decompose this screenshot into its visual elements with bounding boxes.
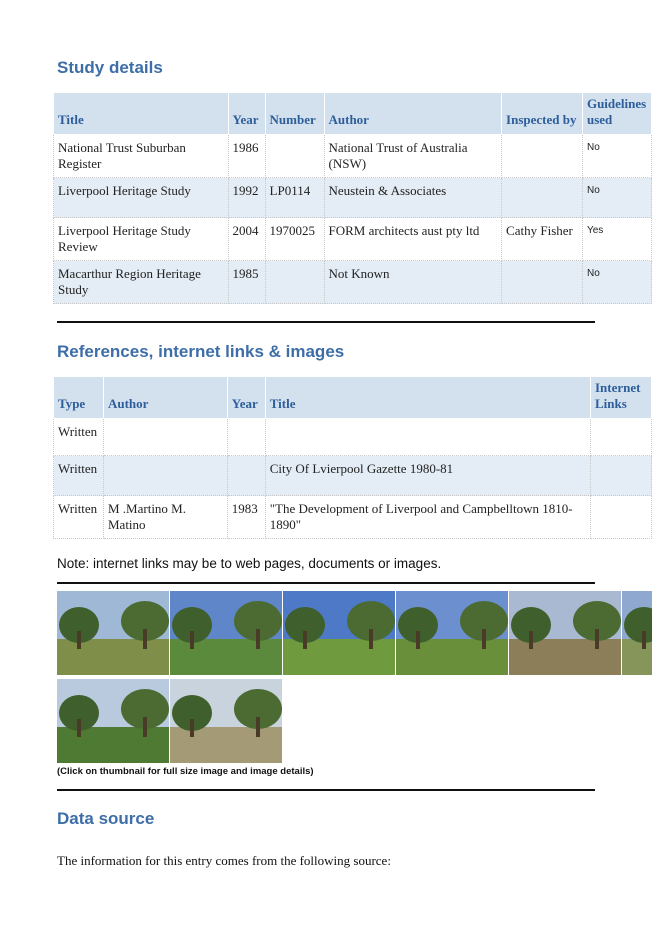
cell-title [265, 419, 590, 456]
column-header-year: Year [228, 93, 265, 135]
column-header-title: Title [265, 377, 590, 419]
tree-trunk [77, 719, 81, 737]
cell-number: 1970025 [265, 218, 324, 261]
tree-trunk [256, 629, 260, 649]
data-source-heading: Data source [57, 809, 155, 828]
column-header-type: Type [54, 377, 104, 419]
cell-guidelines: No [582, 178, 651, 218]
ground [396, 639, 508, 675]
cell-title: Liverpool Heritage Study Review [54, 218, 229, 261]
thumbnail-building-playground[interactable] [170, 591, 282, 675]
cell-internet-links [591, 419, 652, 456]
cell-year [227, 419, 265, 456]
column-header-inspected-by: Inspected by [502, 93, 583, 135]
tree-trunk [642, 631, 646, 649]
cell-year: 2004 [228, 218, 265, 261]
thumbnail-street-car-picture [57, 591, 169, 675]
tree-trunk [256, 717, 260, 737]
cell-year: 1985 [228, 261, 265, 304]
thumbnail-bush-path[interactable] [170, 679, 282, 763]
section-divider [57, 582, 595, 584]
ground [57, 639, 169, 675]
tree-trunk [303, 631, 307, 649]
column-header-year: Year [227, 377, 265, 419]
column-header-title: Title [54, 93, 229, 135]
tree-trunk [416, 631, 420, 649]
cell-number [265, 135, 324, 178]
cell-inspected-by: Cathy Fisher [502, 218, 583, 261]
table-header-row [54, 93, 652, 135]
study-details-table [53, 92, 652, 304]
cell-author: Neustein & Associates [324, 178, 502, 218]
tree-trunk [143, 717, 147, 737]
table-row [54, 261, 652, 304]
ground [170, 727, 282, 763]
thumbnail-park-shade-picture [57, 679, 169, 763]
table-row [54, 456, 652, 496]
cell-inspected-by [502, 135, 583, 178]
thumbnail-park-edge-picture [622, 591, 652, 675]
cell-type: Written [54, 419, 104, 456]
thumbnail-park-trees-picture [396, 591, 508, 675]
tree-trunk [77, 631, 81, 649]
references-heading: References, internet links & images [57, 342, 345, 361]
thumbnail-park-sign[interactable] [509, 591, 621, 675]
table-header-row [54, 377, 652, 419]
cell-title: Liverpool Heritage Study [54, 178, 229, 218]
cell-number: LP0114 [265, 178, 324, 218]
cell-internet-links [591, 496, 652, 539]
thumbnail-park-sign-picture [509, 591, 621, 675]
thumbnail-street-car[interactable] [57, 591, 169, 675]
cell-title: National Trust Suburban Register [54, 135, 229, 178]
table-row [54, 496, 652, 539]
tree-trunk [369, 629, 373, 649]
section-divider [57, 789, 595, 791]
cell-title: "The Development of Liverpool and Campbelltown 1810-1890" [265, 496, 590, 539]
cell-author: M .Martino M. Matino [103, 496, 227, 539]
column-header-guidelines: Guidelines used [582, 93, 651, 135]
cell-year: 1986 [228, 135, 265, 178]
cell-author [103, 456, 227, 496]
tree-trunk [595, 629, 599, 649]
cell-author: National Trust of Australia (NSW) [324, 135, 502, 178]
data-source-text: The information for this entry comes from the following source: [57, 853, 391, 868]
column-header-author: Author [103, 377, 227, 419]
column-header-internet-links: Internet Links [591, 377, 652, 419]
tree-trunk [190, 631, 194, 649]
thumbnail-park-trees[interactable] [396, 591, 508, 675]
cell-year: 1983 [227, 496, 265, 539]
cell-number [265, 261, 324, 304]
cell-year: 1992 [228, 178, 265, 218]
cell-internet-links [591, 456, 652, 496]
tree-trunk [143, 629, 147, 649]
table-row [54, 135, 652, 178]
column-header-number: Number [265, 93, 324, 135]
cell-type: Written [54, 456, 104, 496]
cell-guidelines: Yes [582, 218, 651, 261]
thumbnail-park-wide[interactable] [283, 591, 395, 675]
cell-guidelines: No [582, 261, 651, 304]
table-row [54, 218, 652, 261]
table-row [54, 419, 652, 456]
cell-inspected-by [502, 178, 583, 218]
study-details-heading: Study details [57, 58, 163, 77]
ground [283, 639, 395, 675]
references-table [53, 376, 652, 539]
internet-links-note: Note: internet links may be to web pages, documents or images. [57, 556, 442, 571]
thumbnail-caption: (Click on thumbnail for full size image and image details) [57, 766, 314, 777]
column-header-author: Author [324, 93, 502, 135]
cell-type: Written [54, 496, 104, 539]
cell-title: Macarthur Region Heritage Study [54, 261, 229, 304]
tree-trunk [529, 631, 533, 649]
cell-year [227, 456, 265, 496]
cell-author: FORM architects aust pty ltd [324, 218, 502, 261]
ground [622, 639, 652, 675]
thumbnail-building-playground-picture [170, 591, 282, 675]
table-row [54, 178, 652, 218]
cell-guidelines: No [582, 135, 651, 178]
thumbnail-park-edge[interactable] [622, 591, 652, 675]
tree-trunk [190, 719, 194, 737]
tree-trunk [482, 629, 486, 649]
ground [170, 639, 282, 675]
ground [57, 727, 169, 763]
thumbnail-bush-path-picture [170, 679, 282, 763]
section-divider [57, 321, 595, 323]
cell-author: Not Known [324, 261, 502, 304]
cell-title: City Of Lvierpool Gazette 1980-81 [265, 456, 590, 496]
ground [509, 639, 621, 675]
cell-author [103, 419, 227, 456]
cell-inspected-by [502, 261, 583, 304]
thumbnail-park-shade[interactable] [57, 679, 169, 763]
thumbnail-park-wide-picture [283, 591, 395, 675]
